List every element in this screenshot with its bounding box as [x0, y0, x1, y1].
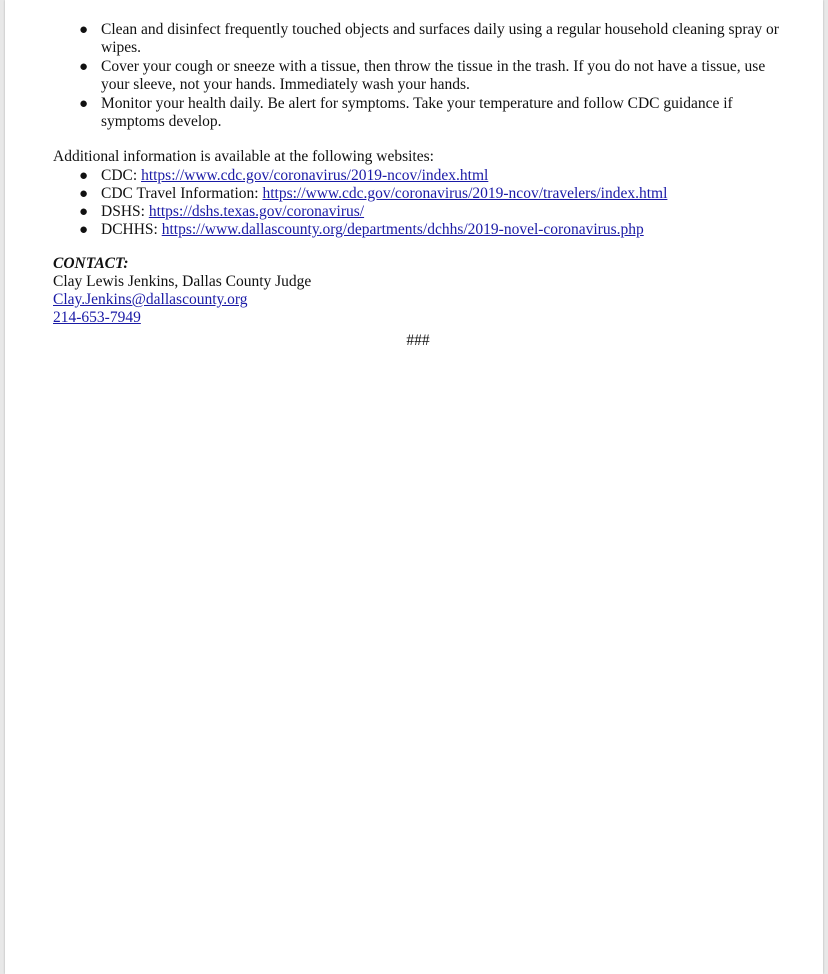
bullet-icon: ● [79, 96, 89, 112]
list-item [53, 203, 783, 221]
document-page [5, 0, 823, 974]
list-item [53, 95, 783, 131]
hygiene-text: Clean and disinfect frequently touched objects and surfaces daily using a regular household cleaning spray or wipes. [101, 21, 779, 56]
list-item [53, 58, 783, 94]
hygiene-text: Monitor your health daily. Be alert for symptoms. Take your temperature and follow CDC guidance if symptoms develop. [101, 95, 733, 130]
link-cdc-travel[interactable]: https://www.cdc.gov/coronavirus/2019-ncov/travelers/index.html [262, 185, 668, 202]
contact-heading: CONTACT: [53, 255, 129, 272]
resource-label-cdc: CDC: [101, 167, 138, 184]
resource-label-dshs: DSHS: [101, 203, 145, 220]
bullet-icon: ● [79, 186, 89, 202]
contact-phone-link[interactable]: 214-653-7949 [53, 309, 141, 326]
link-dshs[interactable]: https://dshs.texas.gov/coronavirus/ [148, 203, 365, 220]
link-dchhs[interactable]: https://www.dallascounty.org/departments/dchhs/2019-novel-coronavirus.php [161, 221, 644, 238]
resource-label-cdc-travel: CDC Travel Information: [101, 185, 259, 202]
bullet-icon: ● [79, 204, 89, 220]
end-marker: ### [406, 332, 430, 349]
hygiene-text: Cover your cough or sneeze with a tissue, then throw the tissue in the trash. If you do not have a tissue, use your sleeve, not your hands. Immediately wash your hands. [101, 58, 766, 93]
bullet-icon: ● [79, 22, 89, 38]
document-content [53, 21, 783, 350]
resources-intro: Additional information is available at the following websites: [53, 148, 434, 165]
list-item [53, 185, 783, 203]
list-item [53, 21, 783, 57]
bullet-icon: ● [79, 59, 89, 75]
link-cdc[interactable]: https://www.cdc.gov/coronavirus/2019-ncov/index.html [141, 167, 489, 184]
list-item [53, 221, 783, 239]
contact-email-link[interactable]: Clay.Jenkins@dallascounty.org [53, 291, 248, 308]
hygiene-list [53, 21, 783, 131]
resource-label-dchhs: DCHHS: [101, 221, 158, 238]
list-item [53, 167, 783, 185]
bullet-icon: ● [79, 222, 89, 238]
bullet-icon: ● [79, 168, 89, 184]
contact-name: Clay Lewis Jenkins, Dallas County Judge [53, 273, 312, 290]
resources-list [53, 167, 783, 239]
